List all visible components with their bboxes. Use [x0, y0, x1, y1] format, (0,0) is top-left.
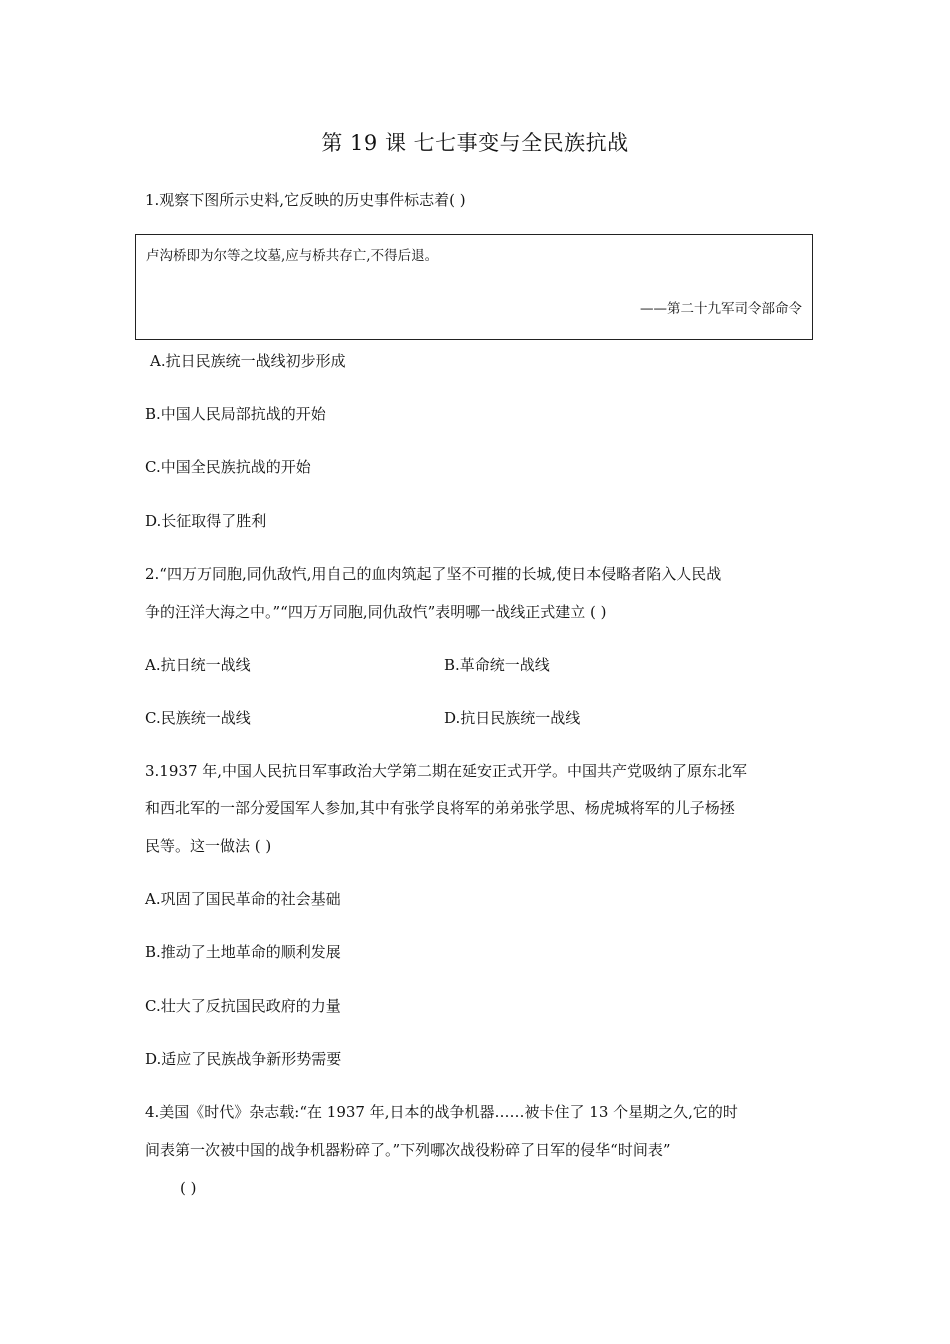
question-4-stem-line-1: 4.美国《时代》杂志载:“在 1937 年,日本的战争机器……被卡住了 13 个星期之久,它的时: [145, 1103, 738, 1121]
question-1-option-d[interactable]: D.长征取得了胜利: [145, 512, 267, 530]
question-2-stem-line-1: 2.“四万万同胞,同仇敌忾,用自己的血肉筑起了坚不可摧的长城,使日本侵略者陷入人民战: [145, 565, 722, 583]
question-1-option-a[interactable]: A.抗日民族统一战线初步形成: [150, 352, 346, 370]
question-3-stem-line-3: 民等。这一做法 ( ): [145, 837, 272, 855]
question-1-option-b[interactable]: B.中国人民局部抗战的开始: [145, 405, 326, 423]
question-2-option-b[interactable]: B.革命统一战线: [444, 656, 550, 674]
source-quote: 卢沟桥即为尔等之坟墓,应与桥共存亡,不得后退。: [146, 248, 439, 264]
question-3-option-d[interactable]: D.适应了民族战争新形势需要: [145, 1050, 342, 1068]
question-1-option-c[interactable]: C.中国全民族抗战的开始: [145, 458, 311, 476]
question-3-option-c[interactable]: C.壮大了反抗国民政府的力量: [145, 997, 341, 1015]
lesson-title: 第 19 课 七七事变与全民族抗战: [321, 131, 629, 155]
question-3-option-a[interactable]: A.巩固了国民革命的社会基础: [145, 890, 341, 908]
question-3-stem-line-1: 3.1937 年,中国人民抗日军事政治大学第二期在延安正式开学。中国共产党吸纳了原东北军: [145, 762, 748, 780]
question-4-answer-blank: ( ): [180, 1179, 197, 1197]
question-3-option-b[interactable]: B.推动了土地革命的顺利发展: [145, 943, 341, 961]
question-4-stem-line-2: 间表第一次被中国的战争机器粉碎了。”下列哪次战役粉碎了日军的侵华“时间表”: [145, 1141, 671, 1159]
source-box: [135, 234, 813, 340]
question-2-option-a[interactable]: A.抗日统一战线: [145, 656, 251, 674]
source-attribution: ——第二十九军司令部命令: [640, 301, 802, 317]
question-1-stem: 1.观察下图所示史料,它反映的历史事件标志着( ): [145, 191, 466, 209]
question-2-option-c[interactable]: C.民族统一战线: [145, 709, 251, 727]
question-3-stem-line-2: 和西北军的一部分爱国军人参加,其中有张学良将军的弟弟张学思、杨虎城将军的儿子杨拯: [145, 799, 735, 817]
question-2-option-d[interactable]: D.抗日民族统一战线: [444, 709, 581, 727]
question-2-stem-line-2: 争的汪洋大海之中。”“四万万同胞,同仇敌忾”表明哪一战线正式建立 ( ): [145, 603, 607, 621]
